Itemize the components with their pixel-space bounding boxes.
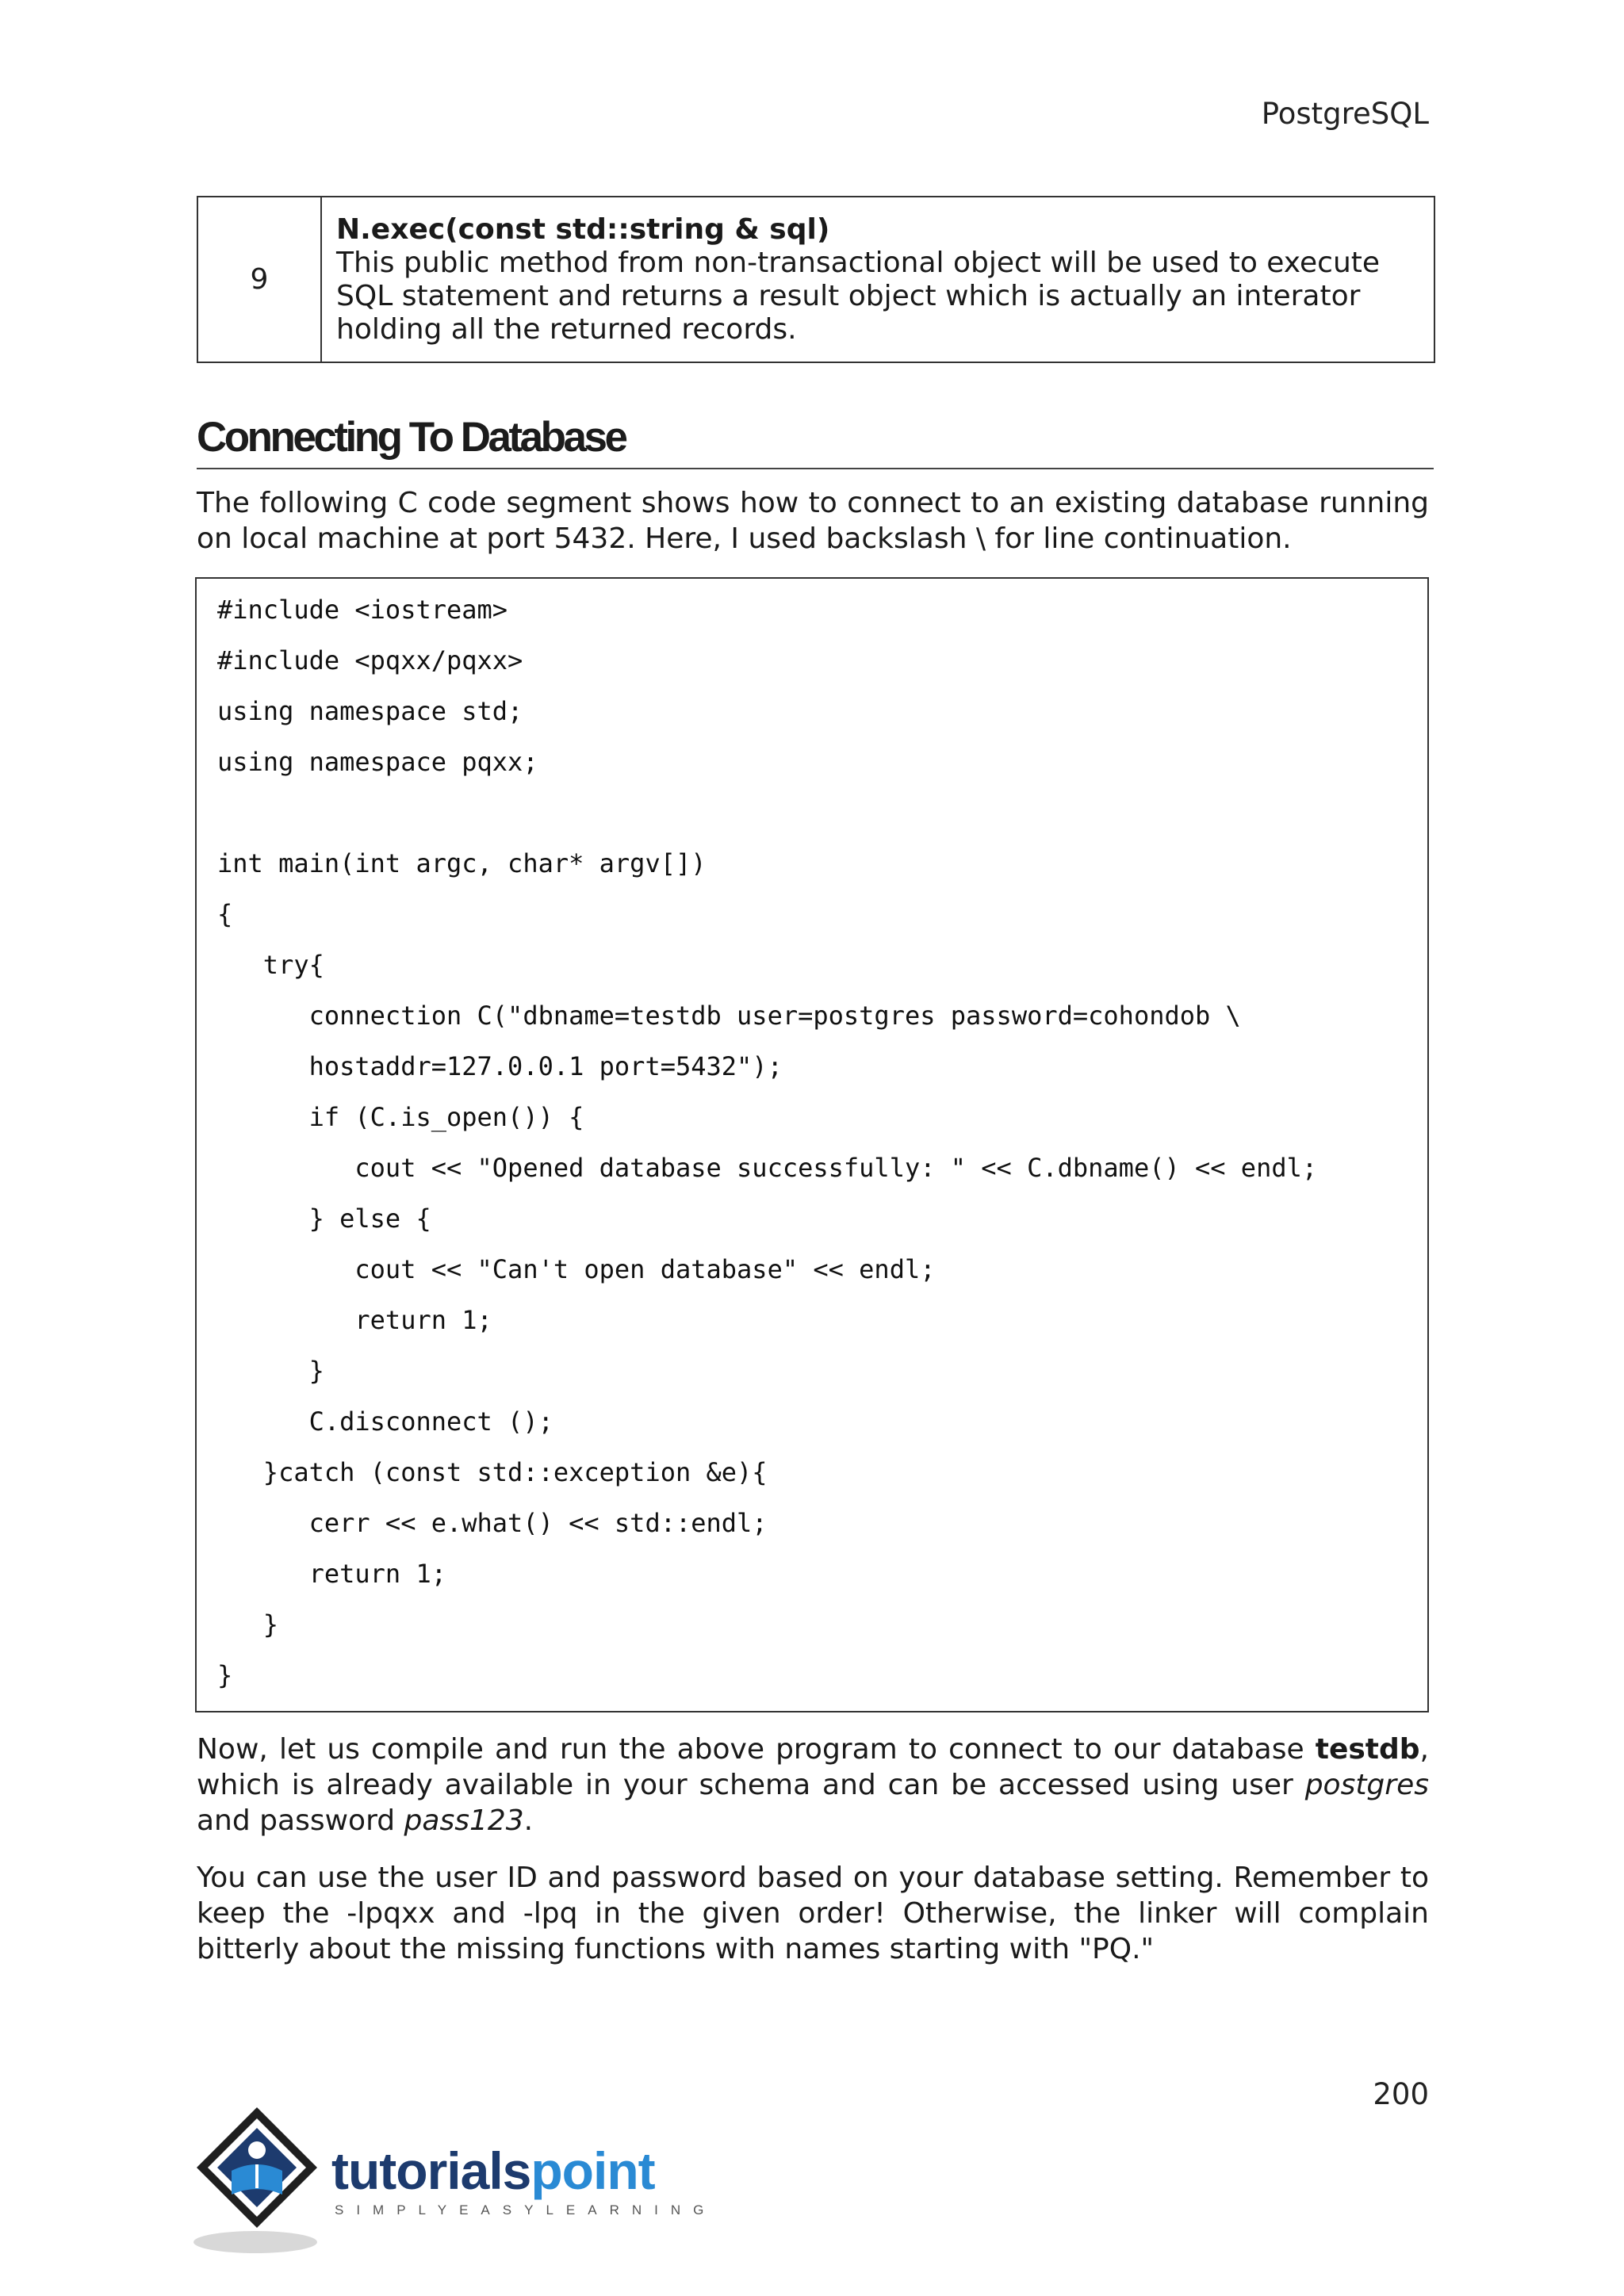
text-run: , which is already available in your schema and can be accessed using user <box>197 1733 1429 1801</box>
page-number: 200 <box>1373 2077 1429 2111</box>
code-line: #include <pqxx/pqxx> <box>217 645 523 675</box>
method-description: This public method from non-transactional object will be used to execute SQL statement and returns a result object which is actually an interator holding all the returned records. <box>336 246 1381 346</box>
password-value: pass123 <box>404 1804 524 1837</box>
code-line: } <box>217 1660 233 1690</box>
code-line: if (C.is_open()) { <box>217 1102 584 1132</box>
text-run: and password <box>197 1804 404 1837</box>
tutorialspoint-logo <box>190 2101 717 2260</box>
intro-paragraph: The following C code segment shows how to connect to an existing database running on local machine at port 5432. Here, I used backslash \ for line continuation. <box>197 487 1429 555</box>
code-line: } <box>217 1356 324 1386</box>
logo-tagline: SIMPLYEASYLEARNING <box>335 2202 717 2218</box>
code-line: return 1; <box>217 1305 492 1335</box>
page-header: PostgreSQL <box>1261 97 1429 131</box>
code-line: hostaddr=127.0.0.1 port=5432"); <box>217 1051 783 1081</box>
compile-paragraph <box>197 1732 1429 1839</box>
method-signature: N.exec(const std::string & sql) <box>336 212 830 246</box>
logo-diamond-icon <box>190 2101 329 2260</box>
logo-word-light: point <box>530 2141 655 2200</box>
code-line: return 1; <box>217 1559 446 1589</box>
database-name: testdb <box>1315 1733 1420 1766</box>
method-table <box>197 196 1435 363</box>
code-line: using namespace pqxx; <box>217 747 538 777</box>
code-line: connection C("dbname=testdb user=postgres password=cohondob \ <box>217 1001 1241 1031</box>
code-line: cout << "Can't open database" << endl; <box>217 1254 936 1284</box>
code-line: #include <iostream> <box>217 595 508 625</box>
code-line: cout << "Opened database successfully: " << C.dbname() << endl; <box>217 1153 1318 1183</box>
section-title: Connecting To Database <box>197 412 1434 469</box>
code-line: }catch (const std::exception &e){ <box>217 1457 768 1487</box>
text-run: . <box>523 1804 534 1837</box>
code-line: } <box>217 1609 279 1640</box>
code-line: using namespace std; <box>217 696 523 726</box>
code-line: C.disconnect (); <box>217 1406 553 1437</box>
logo-word-dark: tutorials <box>331 2141 531 2200</box>
code-line: } else { <box>217 1203 431 1234</box>
code-block <box>195 577 1429 1712</box>
code-line: int main(int argc, char* argv[]) <box>217 848 707 878</box>
logo-wordmark <box>331 2141 655 2201</box>
text-run: Now, let us compile and run the above program to connect to our database <box>197 1733 1316 1766</box>
linker-paragraph: You can use the user ID and password based on your database setting. Remember to keep the -lpqxx and -lpq in the given order! Otherwise, the linker will complain bitterly about the missing functions with names starting with "PQ." <box>197 1862 1429 1965</box>
method-number: 9 <box>197 197 321 362</box>
user-name: postgres <box>1304 1769 1429 1801</box>
code-line: { <box>217 899 233 929</box>
code-line: try{ <box>217 950 324 980</box>
method-cell <box>321 197 1434 362</box>
code-line: cerr << e.what() << std::endl; <box>217 1508 768 1538</box>
table-row <box>197 197 1434 362</box>
